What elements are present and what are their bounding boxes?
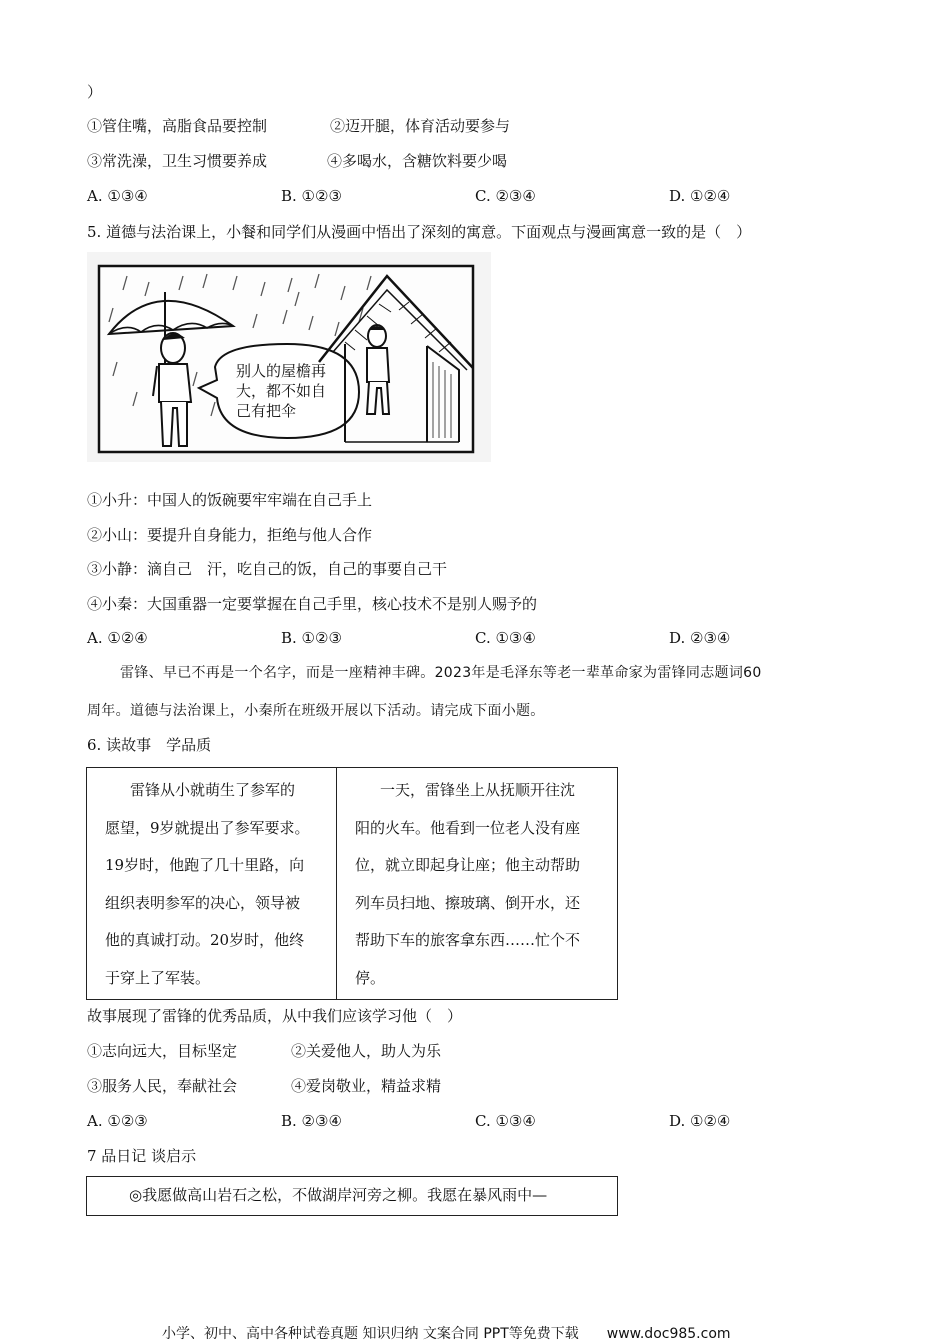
bubble-line-3: 己有把伞 <box>236 402 297 420</box>
bubble-line-1: 别人的屋檐再 <box>236 362 327 380</box>
story-right-line: 位，就立即起身让座；他主动帮助 <box>355 856 581 874</box>
q7-title: 7 品日记 谈启示 <box>87 1147 197 1165</box>
diary-box <box>86 1176 618 1216</box>
story-left-line: 组织表明参军的决心，领导被 <box>105 893 301 912</box>
story-right-cell <box>337 768 617 999</box>
story-right-line: 停。 <box>355 968 386 987</box>
story-left-line: 于穿上了军装。 <box>105 968 211 987</box>
q6-option-d: D. ①②④ <box>669 1112 731 1130</box>
bubble-line-2: 大，都不如自 <box>236 382 327 400</box>
q4-item-3: ③常洗澡，卫生习惯要养成 <box>87 152 268 170</box>
story-right-line: 阳的火车。他看到一位老人没有座 <box>355 818 581 837</box>
story-left-line: 愿望，9岁就提出了参军要求。 <box>105 818 310 837</box>
page-footer: 小学、初中、高中各种试卷真题 知识归纳 文案合同 PPT等免费下载 www.doc985.com <box>162 1326 731 1342</box>
q5-statement-2: ②小山：要提升自身能力，拒绝与他人合作 <box>87 526 373 544</box>
q6-item-4: ④爱岗敬业，精益求精 <box>291 1077 442 1095</box>
q4-item-1: ①管住嘴，高脂食品要控制 <box>87 117 268 135</box>
q6-item-2: ②关爱他人，助人为乐 <box>291 1042 442 1060</box>
story-left-line: 19岁时，他跑了几十里路，向 <box>105 856 305 874</box>
q5-option-c: C. ①③④ <box>475 629 536 647</box>
q6-option-c: C. ①③④ <box>475 1112 536 1130</box>
story-right-line: 一天，雷锋坐上从抚顺开往沈 <box>380 781 576 799</box>
q6-option-a: A. ①②③ <box>87 1112 148 1130</box>
story-right-line: 帮助下车的旅客拿东西……忙个不 <box>355 931 581 949</box>
q4-option-a: A. ①③④ <box>87 187 148 205</box>
q6-item-3: ③服务人民，奉献社会 <box>87 1077 238 1095</box>
q4-item-4: ④多喝水，含糖饮料要少喝 <box>327 152 508 170</box>
story-left-line: 他的真诚打动。20岁时，他终 <box>105 931 305 949</box>
intro-line-2: 周年。道德与法治课上，小秦所在班级开展以下活动。请完成下面小题。 <box>87 703 545 719</box>
q5-statement-4: ④小秦：大国重器一定要掌握在自己手里，核心技术不是别人赐予的 <box>87 595 538 613</box>
q4-option-b: B. ①②③ <box>281 187 342 205</box>
q6-option-b: B. ②③④ <box>281 1112 342 1130</box>
story-right-line: 列车员扫地、擦玻璃、倒开水，还 <box>355 893 581 912</box>
q5-statement-3: ③小静：滴自己 汗，吃自己的饭，自己的事要自己干 <box>87 560 448 578</box>
story-left-line: 雷锋从小就萌生了参军的 <box>130 781 296 799</box>
q5-option-a: A. ①②④ <box>87 629 148 647</box>
q5-option-d: D. ②③④ <box>669 629 731 647</box>
diary-text: ◎我愿做高山岩石之松，不做湖岸河旁之柳。我愿在暴风雨中— <box>129 1186 548 1204</box>
q4-option-d: D. ①②④ <box>669 187 731 205</box>
q5-option-b: B. ①②③ <box>281 629 342 647</box>
q5-stem: 5. 道德与法治课上，小餐和同学们从漫画中悟出了深刻的寓意。下面观点与漫画寓意一致的是（ ） <box>87 223 752 241</box>
q6-question: 故事展现了雷锋的优秀品质，从中我们应该学习他（ ） <box>87 1007 463 1025</box>
q4-option-c: C. ②③④ <box>475 187 536 205</box>
q6-title: 6. 读故事 学品质 <box>87 736 212 754</box>
q4-item-2: ②迈开腿，体育活动要参与 <box>330 117 511 135</box>
q6-item-1: ①志向远大，目标坚定 <box>87 1042 238 1060</box>
story-table <box>86 767 618 1000</box>
story-left-cell <box>87 768 337 999</box>
intro-line-1: 雷锋、早已不再是一个名字，而是一座精神丰碑。2023年是毛泽东等老一辈革命家为雷锋同志题词60 <box>120 665 762 681</box>
q5-statement-1: ①小升：中国人的饭碗要牢牢端在自己手上 <box>87 491 373 509</box>
umbrella-cartoon <box>87 252 491 462</box>
paren-fragment: ） <box>87 83 103 101</box>
